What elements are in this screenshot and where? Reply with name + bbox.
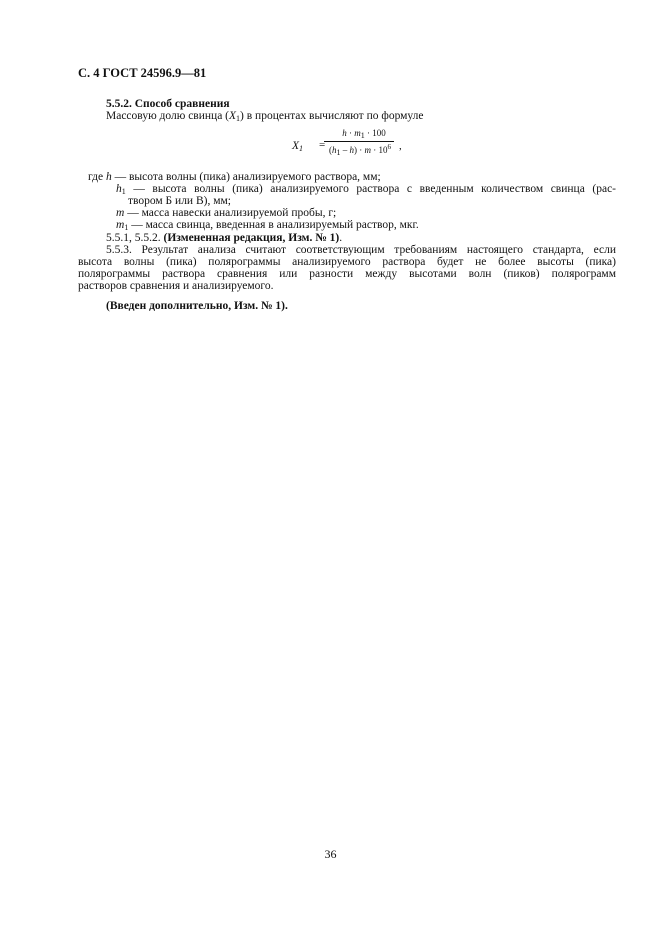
para-553-line-3: полярограммы раствора сравнения или разности между высотами волн (пиков) полярограмм: [78, 268, 616, 280]
fraction-bar: [324, 141, 394, 142]
amendment-note-2: (Введен дополнительно, Изм. № 1).: [106, 300, 288, 312]
section-intro: Массовую долю свинца $(X_1)$ в процентах вычисляют по формуле: [106, 110, 424, 123]
running-header: С. 4 ГОСТ 24596.9—81: [78, 66, 207, 80]
amendment-note: 5.5.1, 5.5.2. (Измененная редакция, Изм. № 1).: [106, 232, 343, 244]
definition-h1: $h_1$ — высота волны (пика) анализируемого раствора с введенным количеством свинца (рас-: [116, 183, 616, 196]
formula-denominator: $(h_1 - h) \cdot m \cdot 10^6$: [329, 143, 391, 157]
formula: [292, 128, 422, 162]
definition-m: m — масса навески анализируемой пробы, г;: [116, 207, 337, 219]
section-number: 5.5.2.: [106, 98, 132, 110]
formula-numerator: $h \cdot m_1 \cdot 100$: [342, 128, 386, 140]
formula-lhs: $X_1$: [292, 140, 304, 153]
section-heading: [106, 98, 230, 110]
formula-comma: ,: [399, 140, 402, 152]
formula-equals: =: [319, 139, 326, 151]
para-553-line-2: высота волны (пика) полярограммы анализируемого раствора будет не более высоты (пика): [78, 256, 616, 268]
page-number: 36: [324, 847, 337, 861]
section-title: Способ сравнения: [134, 98, 230, 110]
definition-h: где h — высота волны (пика) анализируемого раствора, мм;: [88, 171, 381, 183]
definition-m1: $m_1$ — масса свинца, введенная в анализируемый раствор, мкг.: [116, 219, 419, 232]
definition-h1-cont: твором Б или В), мм;: [128, 195, 231, 207]
para-553-line-4: растворов сравнения и анализируемого.: [78, 280, 274, 292]
para-553-line-1: 5.5.3. Результат анализа считают соответствующим требованиям настоящего стандарта, если: [106, 244, 616, 256]
